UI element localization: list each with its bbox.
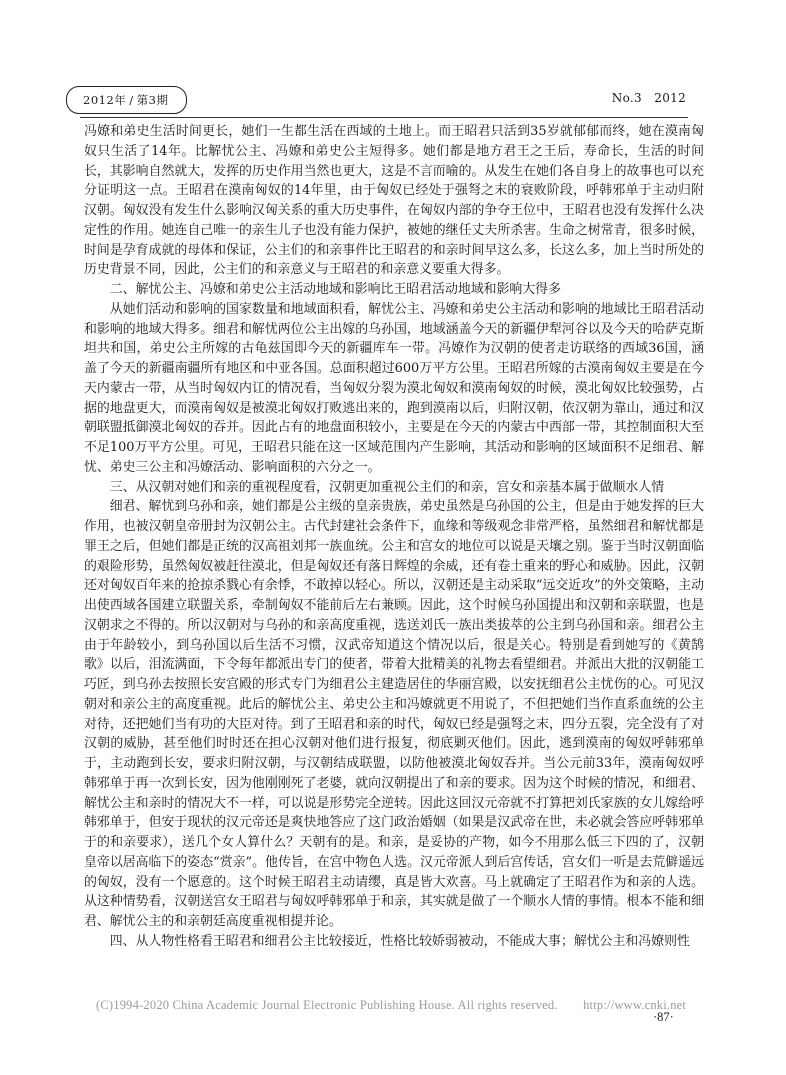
header-issue: 第3期	[136, 93, 169, 107]
article-body	[84, 122, 704, 952]
section-heading-3: 三、从汉朝对她们和亲的重视程度看，汉朝更加重视公主们的和亲，宫女和亲基本属于做顺水人情	[109, 479, 665, 495]
header-issue-number: No.3 2012	[611, 91, 686, 105]
paragraph-continued: 冯嫽和弟史生活时间更长，她们一生都生活在西域的土地上。而王昭君只活到35岁就郁郁而终，她在漠南匈奴只生活了14年。比解忧公主、冯嫽和弟史公主短得多。她们都是地方君王之王后，寿命长，生活的时间长，其影响自然就大，发挥的历史作用当然也更大，这是不言而喻的。从发生在她们各自身上的故事也可以充分证明这一点。王昭君在漠南匈奴的14年里，由于匈奴已经处于强弩之末的衰败阶段，呼韩邪单于主动归附汉朝。匈奴没有发生什么影响汉匈关系的重大历史事件，在匈奴内部的争夺王位中，王昭君也没有发挥什么决定性的作用。她连自己唯一的亲生儿子也没有能力保护，被她的继任丈夫所杀害。生命之树常青，很多时候，时间是孕育成就的母体和保证，公主们的和亲事件比王昭君的和亲时间早这么多，长这么多，加上当时所处的历史背景不同，因此，公主们的和亲意义与王昭君的和亲意义要重大得多。	[84, 124, 704, 278]
header-separator: /	[129, 93, 134, 107]
copyright-notice: (C)1994-2020 China Academic Journal Electronic Publishing House. All rights reserved. http://www.cnki.net	[96, 998, 687, 1012]
page-number: ·87·	[653, 1010, 674, 1024]
section-heading-2: 二、解忧公主、冯嫽和弟史公主活动地域和影响比王昭君活动地域和影响大得多	[109, 282, 561, 297]
section-heading-4: 四、从人物性格看王昭君和细君公主比较接近，性格比较娇弱被动，不能成大事；解忧公主和冯嫽则性	[109, 933, 690, 949]
header-divider	[80, 117, 688, 118]
paragraph: 细君、解忧到乌孙和亲，她们都是公主级的皇亲贵族，弟史虽然是乌孙国的公主，但是由于她发挥的巨大作用，也被汉朝皇帝册封为汉朝公主。古代封建社会条件下，血缘和等级观念非常严格，虽然细君和解忧都是罪王之后，但她们都是正统的汉高祖刘邦一族血统。公主和宫女的地位可以说是天壤之别。鉴于当时汉朝面临的艰险形势，虽然匈奴被赶往漠北，但是匈奴还有落日辉煌的余威，还有卷土重来的野心和威胁。因此，汉朝还对匈奴百年来的抢掠杀戮心有余悸，不敢掉以轻心。所以，汉朝还是主动采取“远交近攻”的外交策略，主动出使西域各国建立联盟关系，牵制匈奴不能前后左右兼顾。因此，这个时候乌孙国提出和汉朝和亲联盟，也是汉朝求之不得的。所以汉朝对与乌孙的和亲高度重视，选送刘氏一族出类拔萃的公主到乌孙国和亲。细君公主由于年龄较小，到乌孙国以后生活不习惯，汉武帝知道这个情况以后，很是关心。特别是看到她写的《黄鹄歌》以后，泪流满面，下令每年都派出专门的使者，带着大批精美的礼物去看望细君。并派出大批的汉朝能工巧匠，到乌孙去按照长安宫殿的形式专门为细君公主建造居住的华丽宫殿，以安抚细君公主忧伤的心。可见汉朝对和亲公主的高度重视。此后的解忧公主、弟史公主和冯嫽就更不用说了，不但把她们当作直系血统的公主对待，还把她们当有功的大臣对待。到了王昭君和亲的时代，匈奴已经是强弩之末，四分五裂，完全没有了对汉朝的威胁，甚至他们时时还在担心汉朝对他们进行报复，彻底剿灭他们。因此，逃到漠南的匈奴呼韩邪单于，主动跑到长安，要求归附汉朝，与汉朝结成联盟，以防他被漠北匈奴吞并。当公元前33年，漠南匈奴呼韩邪单于再一次到长安，因为他刚刚死了老婆，就向汉朝提出了和亲的要求。因为这个时候的情况，和细君、解忧公主和亲时的情况大不一样，可以说是形势完全逆转。因此这回汉元帝就不打算把刘氏家族的女儿嫁给呼韩邪单于，但安于现状的汉元帝还是爽快地答应了这门政治婚姻（如果是汉武帝在世，未必就会答应呼韩邪单于的和亲要求），送几个女人算什么？天朝有的是。和亲，是妥协的产物，如今不用那么低三下四的了，汉朝皇帝以居高临下的姿态“赏亲”。他传旨，在宫中物色人选。汉元帝派人到后宫传话，宫女们一听是去荒僻遥远的匈奴，没有一个愿意的。这个时候王昭君主动请缨，真是皆大欢喜。马上就确定了王昭君作为和亲的人选。从这种情势看，汉朝送宫女王昭君与匈奴呼韩邪单于和亲，其实就是做了一个顺水人情的事情。根本不能和细君、解忧公主的和亲朝廷高度重视相提并论。	[84, 499, 704, 929]
paragraph: 从她们活动和影响的国家数量和地域面积看，解忧公主、冯嫽和弟史公主活动和影响的地域比王昭君活动和影响的地域大得多。细君和解忧两位公主出嫁的乌孙国，地域涵盖今天的新疆伊犁河谷以及今天的哈萨克斯坦共和国，弟史公主所嫁的古龟兹国即今天的新疆库车一带。冯嫽作为汉朝的使者走访联络的西域36国，涵盖了今天的新疆南疆所有地区和中亚各国。总面积超过600万平方公里。王昭君所嫁的古漠南匈奴主要是在今天内蒙古一带，从当时匈奴内讧的情况看，当匈奴分裂为漠北匈奴和漠南匈奴的时候，漠北匈奴比较强势，占据的地盘更大，而漠南匈奴是被漠北匈奴打败逃出来的，跑到漠南以后，归附汉朝，依汉朝为靠山，通过和汉朝联盟抵御漠北匈奴的吞并。因此占有的地盘面积较小，主要是在今天的内蒙古中西部一带，其控制面积大至不足100万平方公里。可见，王昭君只能在这一区域范围内产生影响，其活动和影响的区域面积不足细君、解忧、弟史三公主和冯嫽活动、影响面积的六分之一。	[84, 301, 704, 475]
header-year: 2012年	[83, 93, 127, 107]
journal-issue-badge	[66, 86, 187, 114]
